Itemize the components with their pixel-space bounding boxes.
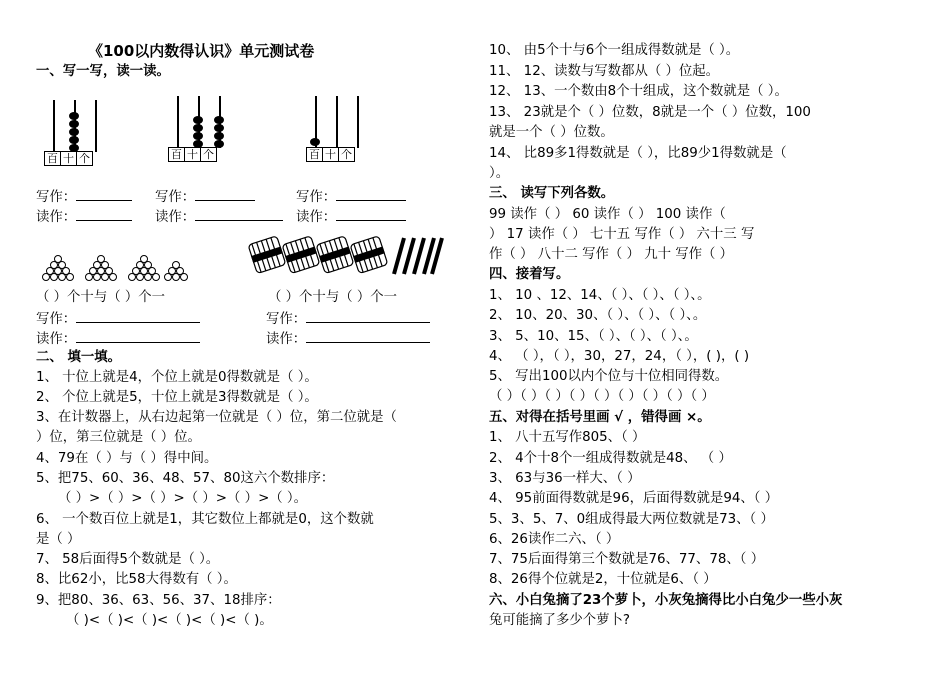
- read-row-3: 读作：: [296, 206, 406, 228]
- right-line: 2、 10、20、30、（ ）、（ ）、（ ）、。: [489, 308, 707, 323]
- read-row-4: 读作：: [36, 328, 200, 350]
- right-line: 7、75后面得第三个数就是76、77、78、（ ）: [489, 552, 765, 567]
- right-line: 3、 5、10、15、（ ）、（ ）、（ ）、。: [489, 329, 698, 344]
- tens-ones-left: （ ）个十与（ ）个一: [36, 290, 166, 305]
- section-6-heading: 六、小白兔摘了23个萝卜，小灰兔摘得比小白兔少一些小灰: [489, 593, 843, 608]
- left-question-line: （ )<（ )<（ )<（ )<（ )<（ )。: [66, 613, 273, 628]
- section-2-heading: 二、 填一填。: [36, 350, 122, 365]
- left-question-line: 1、 十位上就是4，个位上就是0得数就是（ ）。: [36, 370, 318, 385]
- abacus-label-hundreds: 百: [45, 152, 61, 165]
- abacus-label-ones: 个: [203, 148, 214, 161]
- right-line: 1、 10 、12、14、（ ）、（ ）、（ ）、。: [489, 288, 711, 303]
- abacus-label-ones: 个: [341, 148, 352, 161]
- right-line: 5、 写出100以内个位与十位相同得数。: [489, 369, 729, 384]
- left-question-line: 7、 58后面得5个数就是（ ）。: [36, 552, 220, 567]
- abacus-label-tens: 十: [323, 148, 339, 161]
- abacus-1: [44, 98, 104, 168]
- read-row-5: 读作：: [266, 328, 430, 350]
- left-question-line: （ ）>（ ）>（ ）>（ ）>（ ）>（ ）。: [58, 491, 308, 506]
- write-row-1: 写作：: [36, 186, 132, 208]
- abacus-label-hundreds: 百: [307, 148, 323, 161]
- dot-pyramids-picture: [40, 254, 200, 284]
- left-question-line: ）位，第三位就是（ ）位。: [36, 430, 201, 445]
- right-line: ）。: [489, 166, 510, 181]
- right-line: 作（ ） 八十二 写作（ ） 九十 写作（ ）: [489, 247, 734, 262]
- right-line: ） 17 读作（ ） 七十五 写作（ ） 六十三 写: [489, 227, 755, 242]
- read-row-1: 读作：: [36, 206, 132, 228]
- right-line: 8、26得个位就是2，十位就是6、（ ）: [489, 572, 717, 587]
- right-line: 3、 63与36一样大、（ ）: [489, 471, 641, 486]
- right-line: 12、 13、一个数由8个十组成，这个数就是（ ）。: [489, 84, 788, 99]
- right-line: 11、 12、读数与写数都从（ ）位起。: [489, 64, 720, 79]
- left-question-line: 6、 一个数百位上就是1，其它数位上都就是0，这个数就: [36, 512, 374, 527]
- section-4-heading: 四、接着写。: [489, 267, 570, 282]
- abacus-label-tens: 十: [61, 152, 77, 165]
- stick-bundles-picture: [246, 232, 446, 278]
- right-line: 6、26读作二六、（ ）: [489, 532, 620, 547]
- read-row-2: 读作：: [155, 206, 283, 228]
- section-3-heading: 三、 读写下列各数。: [489, 186, 615, 201]
- abacus-3: [306, 94, 366, 164]
- write-row-3: 写作：: [296, 186, 406, 208]
- write-row-5: 写作：: [266, 308, 430, 330]
- right-line: 4、 （ ），（ ），30，27，24，（ ），( )，( ): [489, 349, 750, 364]
- left-question-line: 是（ ）: [36, 532, 81, 547]
- right-line: 13、 23就是个（ ）位数，8就是一个（ ）位数，100: [489, 105, 811, 120]
- left-question-line: 4、79在（ ）与（ ）得中间。: [36, 451, 218, 466]
- right-line: 10、 由5个十与6个一组成得数就是（ ）。: [489, 43, 740, 58]
- abacus-label-tens: 十: [185, 148, 201, 161]
- section-1-heading: 一、写一写，读一读。: [36, 64, 170, 79]
- abacus-2: [168, 94, 228, 164]
- left-question-line: 2、 个位上就是5，十位上就是3得数就是（ ）。: [36, 390, 318, 405]
- abacus-label-hundreds: 百: [169, 148, 185, 161]
- right-line: （ ）（ ）（ ）（ ）（ ）（ ）（ ）（ ）（ ）: [489, 389, 715, 404]
- right-line: 1、 八十五写作805、（ ）: [489, 430, 646, 445]
- left-question-line: 5、把75、60、36、48、57、80这六个数排序：: [36, 471, 335, 486]
- right-line: 2、 4个十8个一组成得数就是48、 （ ）: [489, 451, 732, 466]
- right-line: 5、3、5、7、0组成得最大两位数就是73、（ ）: [489, 512, 774, 527]
- section-5-heading: 五、对得在括号里画 √ ，错得画 ×。: [489, 410, 711, 425]
- abacus-label-ones: 个: [79, 152, 90, 165]
- right-line: 4、 95前面得数就是96，后面得数就是94、（ ）: [489, 491, 779, 506]
- left-question-line: 8、比62小，比58大得数有（ ）。: [36, 572, 237, 587]
- left-question-line: 9、把80、36、63、56、37、18排序：: [36, 593, 281, 608]
- worksheet-title: 《100以内数得认识》单元测试卷: [88, 42, 315, 60]
- write-row-4: 写作：: [36, 308, 200, 330]
- right-line: 兔可能摘了多少个萝卜?: [489, 613, 631, 628]
- left-question-line: 3、在计数器上，从右边起第一位就是（ ）位，第二位就是（: [36, 410, 397, 425]
- right-line: 99 读作（ ） 60 读作（ ） 100 读作（: [489, 207, 726, 222]
- write-row-2: 写作：: [155, 186, 255, 208]
- right-line: 14、 比89多1得数就是（ ），比89少1得数就是（: [489, 146, 787, 161]
- right-line: 就是一个（ ）位数。: [489, 125, 614, 140]
- tens-ones-right: （ ）个十与（ ）个一: [268, 290, 398, 305]
